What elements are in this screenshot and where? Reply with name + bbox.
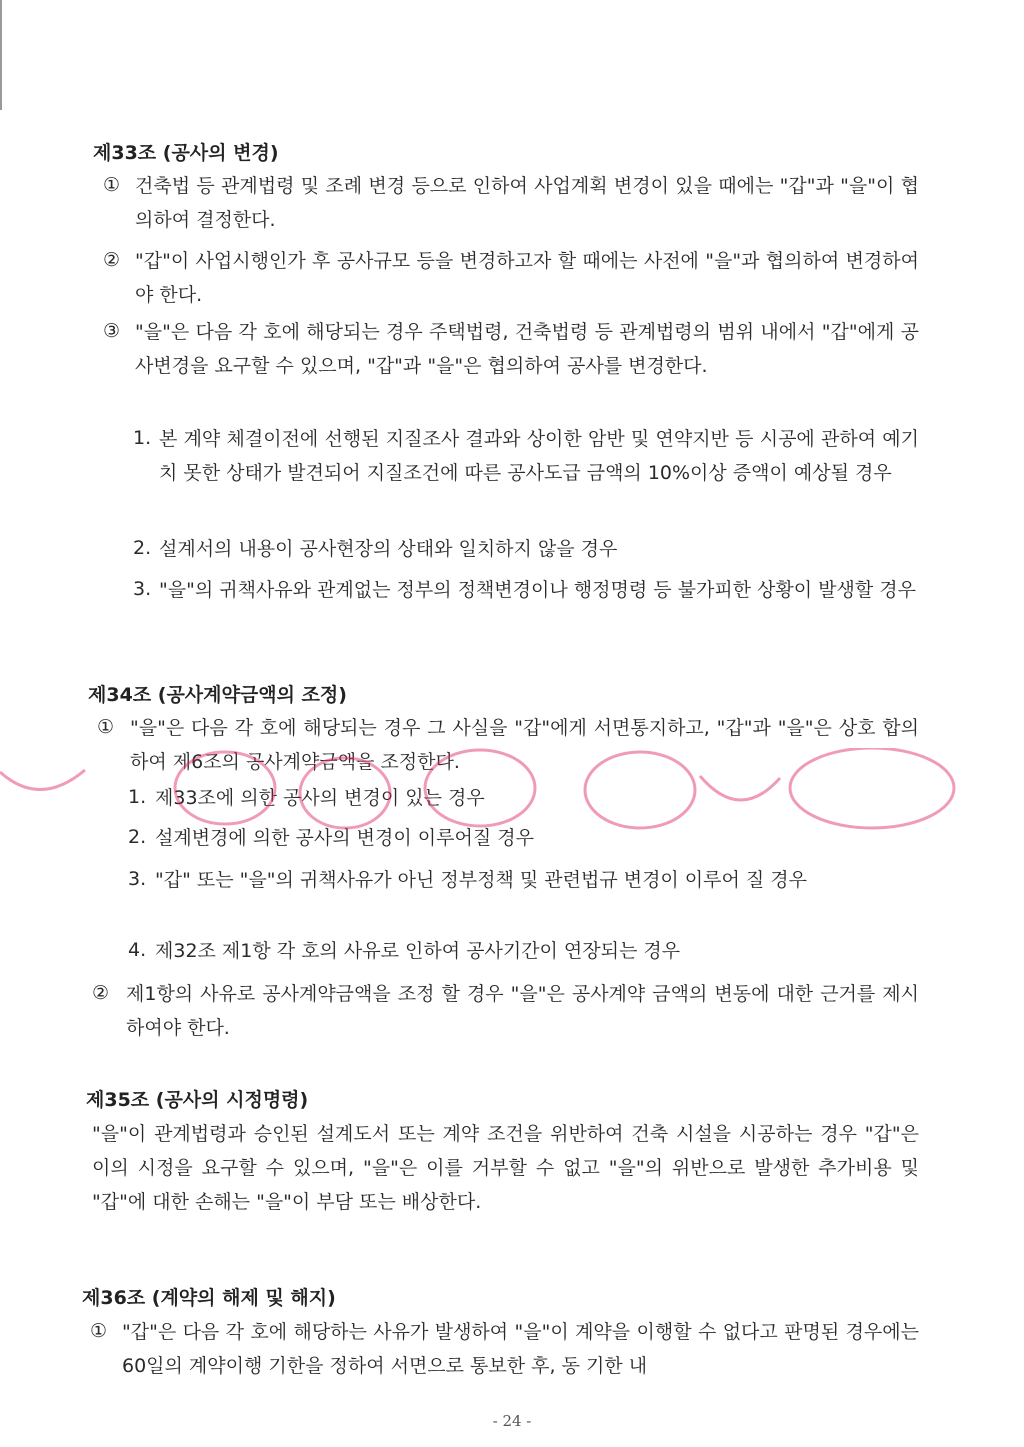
article-34-item-4: 제32조 제1항 각 호의 사유로 인하여 공사기간이 연장되는 경우: [155, 940, 681, 962]
article-35-text: "을"이 관계법령과 승인된 설계도서 또는 계약 조건을 위반하여 건축 시설을 시공하는 경우 "갑"은 이의 시정을 요구할 수 있으며, "을"은 이를 거부할 수 없고 "을"의 위반으로 발생한 추가비용 및 "갑"에 대한 손해는 "을"이 부담 또는 배상한다.: [92, 1123, 919, 1213]
para-marker: ②: [92, 982, 110, 1004]
article-34-title: 제34조 (공사계약금액의 조정): [88, 684, 347, 706]
para-marker: ①: [103, 174, 121, 196]
para-marker: ②: [103, 249, 121, 271]
article-33-para-3: "을"은 다음 각 호에 해당되는 경우 주택법령, 건축법령 등 관계법령의 범위 내에서 "갑"에게 공사변경을 요구할 수 있으며, "갑"과 "을"은 협의하여 공사를 변경한다.: [135, 321, 919, 377]
item-marker: 2.: [128, 826, 147, 848]
item-marker: 1.: [133, 427, 152, 449]
page-number: - 24 -: [492, 1412, 532, 1430]
article-34-para-2: 제1항의 사유로 공사계약금액을 조정 할 경우 "을"은 공사계약 금액의 변동에 대한 근거를 제시하여야 한다.: [126, 983, 919, 1039]
para-marker: ①: [97, 716, 115, 738]
para-marker: ③: [103, 320, 121, 342]
article-35-title: 제35조 (공사의 시정명령): [86, 1089, 309, 1111]
scan-edge-line: [0, 0, 2, 110]
item-marker: 3.: [133, 578, 152, 600]
article-34-item-1: 제33조에 의한 공사의 변경이 있는 경우: [155, 787, 485, 809]
item-marker: 1.: [128, 786, 147, 808]
article-33-item-3: "을"의 귀책사유와 관계없는 정부의 정책변경이나 행정명령 등 불가피한 상황이 발생할 경우: [159, 579, 916, 601]
item-marker: 4.: [128, 939, 147, 961]
article-33-item-2: 설계서의 내용이 공사현장의 상태와 일치하지 않을 경우: [159, 538, 618, 560]
seal-stamp: [0, 770, 85, 790]
para-marker: ①: [90, 1320, 108, 1342]
article-33-item-1: 본 계약 체결이전에 선행된 지질조사 결과와 상이한 암반 및 연약지반 등 시공에 관하여 예기치 못한 상태가 발견되어 지질조건에 따른 공사도급 금액의 10%이상 증액이 예상될 경우: [159, 428, 919, 484]
article-33-para-1: 건축법 등 관계법령 및 조례 변경 등으로 인하여 사업계획 변경이 있을 때에는 "갑"과 "을"이 협의하여 결정한다.: [135, 175, 919, 231]
article-33-para-2: "갑"이 사업시행인가 후 공사규모 등을 변경하고자 할 때에는 사전에 "을"과 협의하여 변경하여야 한다.: [135, 250, 919, 306]
article-34-item-2: 설계변경에 의한 공사의 변경이 이루어질 경우: [155, 827, 534, 849]
article-33-title: 제33조 (공사의 변경): [93, 142, 279, 164]
article-34-para-1: "을"은 다음 각 호에 해당되는 경우 그 사실을 "갑"에게 서면통지하고, "갑"과 "을"은 상호 합의하여 제6조의 공사계약금액을 조정한다.: [130, 717, 919, 773]
article-34-item-3: "갑" 또는 "을"의 귀책사유가 아닌 정부정책 및 관련법규 변경이 이루어 질 경우: [155, 869, 808, 891]
item-marker: 2.: [133, 537, 152, 559]
article-36-title: 제36조 (계약의 해제 및 해지): [82, 1287, 336, 1309]
article-36-para-1: "갑"은 다음 각 호에 해당하는 사유가 발생하여 "을"이 계약을 이행할 수 없다고 판명된 경우에는 60일의 계약이행 기한을 정하여 서면으로 통보한 후, 동 기한 내: [122, 1321, 919, 1377]
item-marker: 3.: [128, 868, 147, 890]
